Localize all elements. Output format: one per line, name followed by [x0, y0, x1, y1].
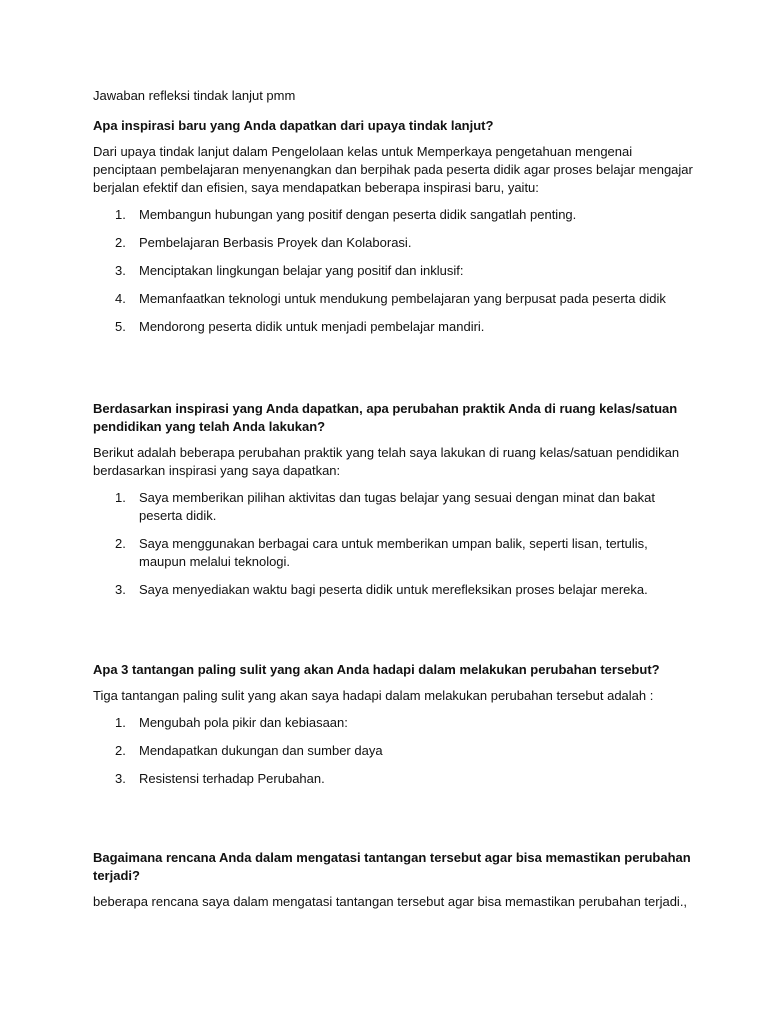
list-item [93, 535, 698, 571]
section-perubahan-praktik [93, 400, 698, 599]
list-item [93, 714, 698, 732]
list-number: 2. [115, 743, 126, 758]
spacer [93, 798, 698, 849]
list-item-text: Mendorong peserta didik untuk menjadi pembelajar mandiri. [139, 319, 485, 334]
list-item-text: Saya memberikan pilihan aktivitas dan tugas belajar yang sesuai dengan minat dan bakat peserta didik. [139, 490, 655, 523]
list-item-text: Membangun hubungan yang positif dengan peserta didik sangatlah penting. [139, 207, 577, 222]
question-heading: Apa inspirasi baru yang Anda dapatkan dari upaya tindak lanjut? [93, 118, 494, 133]
list-item-text: Mendapatkan dukungan dan sumber daya [139, 743, 383, 758]
numbered-list [93, 714, 698, 788]
list-item-text: Saya menyediakan waktu bagi peserta didik untuk merefleksikan proses belajar mereka. [139, 582, 648, 597]
list-number: 1. [115, 207, 126, 222]
list-number: 3. [115, 771, 126, 786]
list-item [93, 489, 698, 525]
list-number: 1. [115, 490, 126, 505]
list-item [93, 234, 698, 252]
list-item [93, 206, 698, 224]
list-number: 2. [115, 536, 126, 551]
document-title: Jawaban refleksi tindak lanjut pmm [93, 88, 296, 103]
list-number: 3. [115, 263, 126, 278]
list-item-text: Resistensi terhadap Perubahan. [139, 771, 325, 786]
numbered-list [93, 489, 698, 599]
spacer [93, 346, 698, 400]
list-item [93, 290, 698, 308]
question-heading: Berdasarkan inspirasi yang Anda dapatkan, apa perubahan praktik Anda di ruang kelas/satuan pendidikan yang telah Anda lakukan? [93, 401, 678, 434]
list-item [93, 742, 698, 760]
spacer [93, 609, 698, 661]
question-heading: Apa 3 tantangan paling sulit yang akan Anda hadapi dalam melakukan perubahan tersebut? [93, 662, 660, 677]
list-item-text: Menciptakan lingkungan belajar yang positif dan inklusif: [139, 263, 464, 278]
question-heading: Bagaimana rencana Anda dalam mengatasi tantangan tersebut agar bisa memastikan perubahan terjadi? [93, 850, 691, 883]
answer-paragraph: beberapa rencana saya dalam mengatasi tantangan tersebut agar bisa memastikan perubahan terjadi., [93, 894, 688, 909]
list-number: 4. [115, 291, 126, 306]
list-item-text: Mengubah pola pikir dan kebiasaan: [139, 715, 348, 730]
list-item [93, 262, 698, 280]
list-number: 3. [115, 582, 126, 597]
section-inspirasi [93, 117, 698, 336]
list-item [93, 581, 698, 599]
list-item [93, 770, 698, 788]
list-item [93, 318, 698, 336]
list-item-text: Pembelajaran Berbasis Proyek dan Kolaborasi. [139, 235, 412, 250]
answer-paragraph: Berikut adalah beberapa perubahan praktik yang telah saya lakukan di ruang kelas/satuan pendidikan berdasarkan inspirasi yang saya dapatkan: [93, 445, 680, 478]
section-rencana [93, 849, 698, 911]
numbered-list [93, 206, 698, 336]
list-number: 1. [115, 715, 126, 730]
list-item-text: Memanfaatkan teknologi untuk mendukung pembelajaran yang berpusat pada peserta didik [139, 291, 666, 306]
section-tantangan [93, 661, 698, 788]
answer-paragraph: Tiga tantangan paling sulit yang akan saya hadapi dalam melakukan perubahan tersebut adalah : [93, 688, 654, 703]
list-number: 2. [115, 235, 126, 250]
answer-paragraph: Dari upaya tindak lanjut dalam Pengelolaan kelas untuk Memperkaya pengetahuan mengenai penciptaan pembelajaran menyenangkan dan berpihak pada peserta didik agar proses belajar mengajar berjalan efektif dan efisien, saya mendapatkan beberapa inspirasi baru, yaitu: [93, 144, 693, 195]
list-number: 5. [115, 319, 126, 334]
list-item-text: Saya menggunakan berbagai cara untuk memberikan umpan balik, seperti lisan, tertulis, maupun melalui teknologi. [139, 536, 648, 569]
